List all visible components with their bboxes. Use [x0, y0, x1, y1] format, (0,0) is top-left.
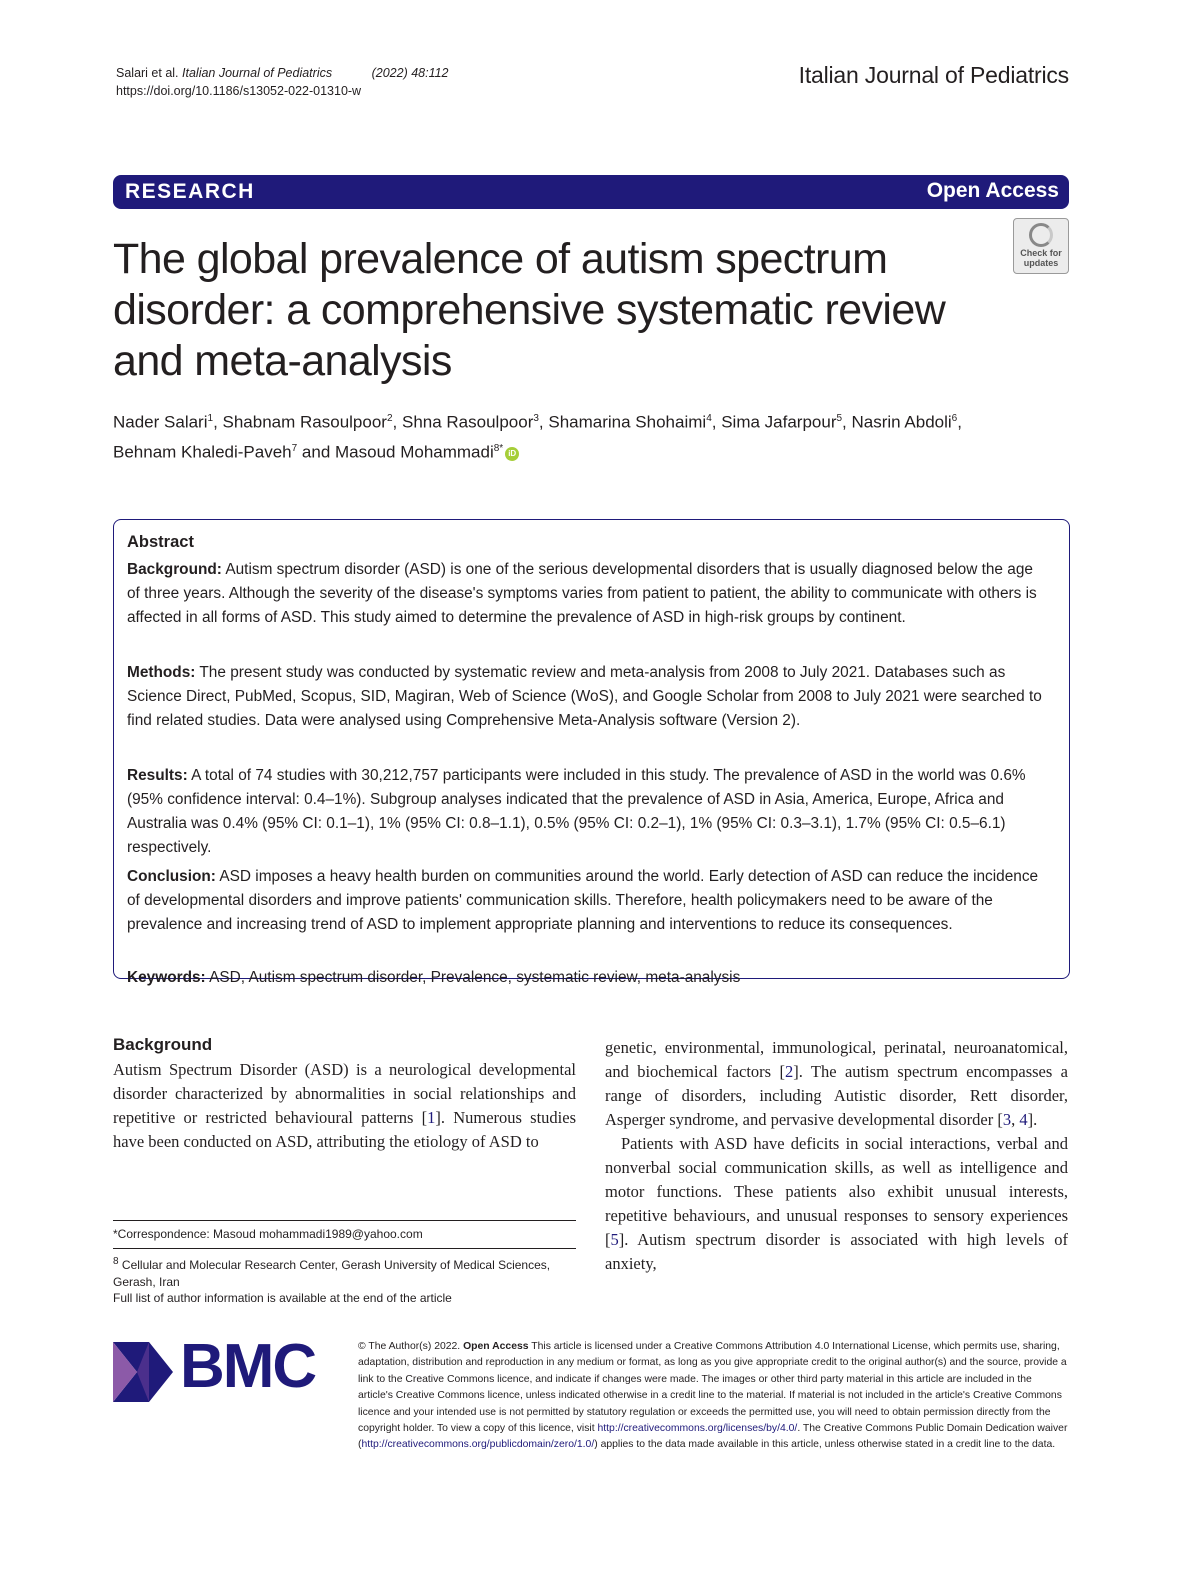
reference-link[interactable]: 2: [784, 1062, 794, 1081]
article-type-banner: [113, 175, 1069, 209]
reference-link[interactable]: 4: [1019, 1110, 1028, 1129]
author-name[interactable]: Shabnam Rasoulpoor: [222, 412, 387, 432]
author-affiliation: 1: [207, 413, 214, 424]
affiliation-number: 8: [113, 1256, 119, 1267]
crossmark-label: Check for updates: [1020, 248, 1062, 268]
license-link[interactable]: http://creativecommons.org/licenses/by/4.0/: [597, 1423, 798, 1435]
section-label: RESEARCH: [125, 180, 255, 203]
body-text: ]. Numerous studies have been conducted on ASD, attributing the etiology of ASD to: [113, 1108, 576, 1151]
author-affiliation: 2: [386, 413, 393, 424]
author-affiliation: 5: [836, 413, 843, 424]
author-name[interactable]: Shamarina Shohaimi: [548, 412, 707, 432]
affiliation-text: Cellular and Molecular Research Center, Gerash University of Medical Sciences, Gerash, Iran: [113, 1258, 551, 1289]
abstract-keywords: [127, 966, 1045, 990]
abstract-background-label: Background:: [127, 561, 222, 578]
body-right-paragraph-1: [605, 1036, 1068, 1132]
abstract-keywords-label: Keywords:: [127, 969, 206, 986]
reference-link[interactable]: 3: [1002, 1110, 1012, 1129]
abstract-conclusion: [127, 865, 1045, 937]
citation-year: (2022) 48:112: [371, 66, 449, 80]
abstract-title: Abstract: [127, 533, 194, 551]
abstract-results: [127, 764, 1045, 860]
author-info-note: Full list of author information is available at the end of the article: [113, 1291, 452, 1305]
body-right-paragraph-2: [605, 1132, 1068, 1276]
author-affiliation: 8*: [493, 442, 504, 454]
license-statement: [358, 1339, 1068, 1454]
abstract-conclusion-label: Conclusion:: [127, 868, 216, 885]
waiver-link[interactable]: http://creativecommons.org/publicdomain/zero/1.0/: [361, 1439, 595, 1451]
abstract-methods: [127, 661, 1045, 733]
abstract-conclusion-text: ASD imposes a heavy health burden on communities around the world. Early detection of ASD can reduce the incidence of developmental disorders and improve patients' communication skills. Therefore, health policymakers need to be aware of the prevalence and increasing trend of ASD to implement appropriate planning and interventions to reduce its consequences.: [127, 868, 1039, 933]
citation-journal: Italian Journal of Pediatrics: [182, 66, 333, 80]
body-text: ].: [1027, 1110, 1038, 1129]
abstract-results-text: A total of 74 studies with 30,212,757 participants were included in this study. The prevalence of ASD in the world was 0.6% (95% confidence interval: 0.4–1%). Subgroup analyses indicated that the prevalence of ASD in Asia, America, Europe, Africa and Australia was 0.4% (95% CI: 0.1–1), 1% (95% CI: 0.8–1.1), 0.5% (95% CI: 0.2–1), 1% (95% CI: 0.3–3.1), 1.7% (95% CI: 0.5–6.1) respectively.: [127, 767, 1026, 856]
license-text: ) applies to the data made available in this article, unless otherwise stated in a credit line to the data.: [594, 1439, 1056, 1451]
author-name[interactable]: Behnam Khaledi-Paveh: [113, 442, 292, 462]
abstract-keywords-text: ASD, Autism spectrum disorder, Prevalence, systematic review, meta-analysis: [209, 969, 741, 986]
body-text: ,: [1011, 1110, 1020, 1129]
author-affiliation: 7: [291, 442, 298, 454]
crossmark-ring-icon: [1029, 223, 1053, 247]
affiliation-note: [113, 1253, 576, 1291]
crossmark-icon[interactable]: [1013, 218, 1069, 274]
abstract-background-text: Autism spectrum disorder (ASD) is one of the serious developmental disorders that is usually diagnosed below the age of three years. Although the severity of the disease's symptoms varies from patient to patient, the ability to communicate with others is affected in all forms of ASD. This study aimed to determine the prevalence of ASD in high-risk groups by continent.: [127, 561, 1037, 626]
license-open-access: Open Access: [463, 1341, 529, 1352]
author-name[interactable]: Nasrin Abdoli: [851, 412, 952, 432]
body-right-column: [605, 1036, 1068, 1276]
body-text: Autism Spectrum Disorder (ASD) is a neurological developmental disorder characterized by abnormalities in social relationships and repetitive or restricted behavioural patterns [: [113, 1060, 576, 1127]
citation-line: [116, 64, 449, 82]
citation-authors: Salari et al.: [116, 66, 179, 80]
orcid-icon[interactable]: iD: [505, 447, 519, 461]
license-text: This article is licensed under a Creative Commons Attribution 4.0 International License, which permits use, sharing, adaptation, distribution and reproduction in any medium or format, as long as you give appropriate credit to the original author(s) and the source, provide a link to the Creative Commons licence, and indicate if changes were made. The images or other third party material in this article are included in the article's Creative Commons licence, unless indicated otherwise in a credit line to the material. If material is not included in the article's Creative Commons licence and your intended use is not permitted by statutory regulation or exceeds the permitted use, you will need to obtain permission directly from the copyright holder. To view a copy of this licence, visit: [358, 1341, 1067, 1435]
bmc-logo-icon: [113, 1342, 173, 1402]
abstract-background: [127, 558, 1045, 630]
license-prefix: © The Author(s) 2022.: [358, 1341, 461, 1352]
author-affiliation: 4: [706, 413, 712, 424]
doi-link[interactable]: https://doi.org/10.1186/s13052-022-01310-w: [116, 84, 362, 98]
author-name[interactable]: Shna Rasoulpoor: [401, 412, 534, 432]
reference-link[interactable]: 5: [610, 1230, 619, 1249]
body-text: genetic, environmental, immunological, perinatal, neuroanatomical, and biochemical factors [: [605, 1038, 1068, 1081]
correspondence-note: *Correspondence: Masoud mohammadi1989@yahoo.com: [113, 1227, 423, 1241]
abstract-methods-text: The present study was conducted by systematic review and meta-analysis from 2008 to July 2021. Databases such as Science Direct, PubMed, Scopus, SID, Magiran, Web of Science (WoS), and Google Scholar from 2008 to July 2021 were searched to find related studies. Data were analysed using Comprehensive Meta-Analysis software (Version 2).: [127, 664, 1042, 729]
article-title: The global prevalence of autism spectrum disorder: a comprehensive systematic review and meta-analysis: [113, 235, 946, 385]
body-text: Patients with ASD have deficits in social interactions, verbal and nonverbal social communication skills, as well as intelligence and motor functions. These patients also exhibit unusual interests, repetitive behaviours, and unusual responses to sensory experiences [: [605, 1134, 1068, 1249]
body-left-paragraph: [113, 1058, 576, 1154]
footnote-divider: [113, 1248, 576, 1249]
reference-link[interactable]: 1: [427, 1108, 436, 1127]
author-list: Nader Salari$^1$, Shabnam Rasoulpoor$^2$, Shna Rasoulpoor$^3$, Shamarina Shohaimi$^4$, Sima Jafarpour$^5$, Nasrin Abdoli$^6$, Behnam Khaledi-Paveh$^7$ and Masoud Mohammadi$^{8*}$iD: [113, 412, 962, 462]
body-text: ]. Autism spectrum disorder is associated with high levels of anxiety,: [605, 1230, 1068, 1273]
abstract-methods-label: Methods:: [127, 664, 196, 681]
footnote-divider: [113, 1220, 576, 1221]
author-affiliation: 6: [951, 413, 958, 424]
author-name[interactable]: Sima Jafarpour: [721, 412, 837, 432]
license-text: . The Creative Commons Public Domain Dedication waiver (: [358, 1423, 1068, 1451]
abstract-results-label: Results:: [127, 767, 188, 784]
citation-header: [116, 64, 449, 100]
body-text: ]. The autism spectrum encompasses a range of disorders, including Autistic disorder, Rett disorder, Asperger syndrome, and pervasive developmental disorder [: [605, 1062, 1069, 1129]
author-name[interactable]: Nader Salari: [113, 412, 208, 432]
publisher-logo-text: BMC: [180, 1332, 316, 1401]
abstract-box: [113, 519, 1070, 986]
background-heading: Background: [113, 1035, 213, 1054]
open-access-label: Open Access: [926, 179, 1059, 202]
author-name[interactable]: Masoud Mohammadi: [335, 442, 494, 462]
journal-name: Italian Journal of Pediatrics: [798, 62, 1069, 88]
author-affiliation: 3: [533, 413, 539, 424]
